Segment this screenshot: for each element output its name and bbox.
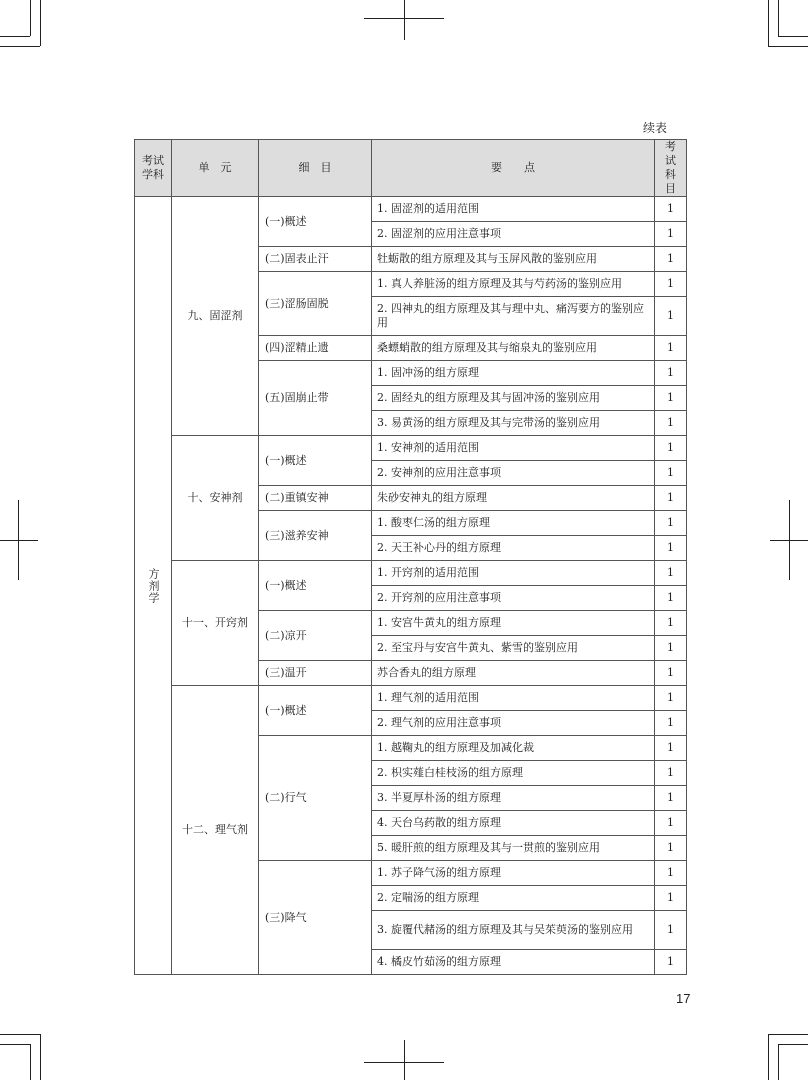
point-cell: 3. 易黄汤的组方原理及其与完带汤的鉴别应用	[372, 411, 655, 436]
detail-cell: (三)温开	[259, 661, 372, 686]
detail-cell: (五)固崩止带	[259, 361, 372, 436]
point-cell: 1. 固涩剂的适用范围	[372, 197, 655, 222]
syllabus-table	[134, 139, 687, 975]
point-cell: 苏合香丸的组方原理	[372, 661, 655, 686]
subject-cell	[135, 197, 172, 975]
score-cell: 1	[655, 461, 687, 486]
detail-cell: (一)概述	[259, 197, 372, 247]
score-cell: 1	[655, 222, 687, 247]
detail-cell: (三)滋养安神	[259, 511, 372, 561]
detail-cell: (一)概述	[259, 561, 372, 611]
detail-cell: (三)降气	[259, 861, 372, 975]
header-points: 要 点	[372, 140, 655, 197]
point-cell: 2. 固经丸的组方原理及其与固冲汤的鉴别应用	[372, 386, 655, 411]
point-cell: 4. 橘皮竹茹汤的组方原理	[372, 950, 655, 975]
registration-mark	[789, 500, 790, 580]
score-cell: 1	[655, 761, 687, 786]
score-cell: 1	[655, 861, 687, 886]
detail-cell: (二)固表止汗	[259, 247, 372, 272]
score-cell: 1	[655, 336, 687, 361]
score-cell: 1	[655, 436, 687, 461]
table-body	[135, 197, 687, 975]
page-number: 17	[676, 991, 691, 1006]
point-cell: 1. 安宫牛黄丸的组方原理	[372, 611, 655, 636]
score-cell: 1	[655, 561, 687, 586]
table-row	[135, 561, 687, 586]
point-cell: 1. 真人养脏汤的组方原理及其与芍药汤的鉴别应用	[372, 272, 655, 297]
crop-mark	[778, 0, 779, 36]
subject-label: 方剂学	[147, 567, 160, 604]
crop-mark	[30, 1044, 31, 1080]
point-cell: 2. 理气剂的应用注意事项	[372, 711, 655, 736]
score-cell: 1	[655, 786, 687, 811]
score-cell: 1	[655, 711, 687, 736]
crop-mark	[40, 0, 41, 46]
score-cell: 1	[655, 511, 687, 536]
crop-mark	[0, 46, 40, 47]
point-cell: 2. 定喘汤的组方原理	[372, 886, 655, 911]
point-cell: 1. 越鞠丸的组方原理及加减化裁	[372, 736, 655, 761]
point-cell: 2. 枳实薤白桂枝汤的组方原理	[372, 761, 655, 786]
score-cell: 1	[655, 536, 687, 561]
score-cell: 1	[655, 361, 687, 386]
detail-cell: (四)涩精止遗	[259, 336, 372, 361]
score-cell: 1	[655, 197, 687, 222]
detail-cell: (二)行气	[259, 736, 372, 861]
detail-cell: (一)概述	[259, 436, 372, 486]
crop-mark	[778, 1044, 779, 1080]
score-cell: 1	[655, 611, 687, 636]
point-cell: 桑螵蛸散的组方原理及其与缩泉丸的鉴别应用	[372, 336, 655, 361]
score-cell: 1	[655, 686, 687, 711]
unit-cell: 十、安神剂	[172, 436, 259, 561]
point-cell: 2. 安神剂的应用注意事项	[372, 461, 655, 486]
crop-mark	[768, 1034, 808, 1035]
crop-mark	[768, 1034, 769, 1080]
score-cell: 1	[655, 636, 687, 661]
table-header-row	[135, 140, 687, 197]
score-cell: 1	[655, 411, 687, 436]
point-cell: 1. 开窍剂的适用范围	[372, 561, 655, 586]
point-cell: 牡蛎散的组方原理及其与玉屏风散的鉴别应用	[372, 247, 655, 272]
unit-cell: 十一、开窍剂	[172, 561, 259, 686]
point-cell: 2. 天王补心丹的组方原理	[372, 536, 655, 561]
point-cell: 3. 旋覆代赭汤的组方原理及其与吴茱萸汤的鉴别应用	[372, 911, 655, 950]
point-cell: 2. 固涩剂的应用注意事项	[372, 222, 655, 247]
crop-mark	[0, 1044, 30, 1045]
score-cell: 1	[655, 486, 687, 511]
registration-mark	[18, 500, 19, 580]
score-cell: 1	[655, 886, 687, 911]
table-row	[135, 686, 687, 711]
score-cell: 1	[655, 272, 687, 297]
point-cell: 2. 四神丸的组方原理及其与理中丸、痛泻要方的鉴别应用	[372, 297, 655, 336]
crop-mark	[0, 36, 30, 37]
detail-cell: (三)涩肠固脱	[259, 272, 372, 336]
header-score: 考试科目	[655, 140, 687, 197]
score-cell: 1	[655, 811, 687, 836]
table-row	[135, 436, 687, 461]
header-detail: 细 目	[259, 140, 372, 197]
detail-cell: (二)重镇安神	[259, 486, 372, 511]
crop-mark	[0, 1034, 40, 1035]
score-cell: 1	[655, 297, 687, 336]
registration-mark	[404, 0, 405, 40]
table-row	[135, 197, 687, 222]
point-cell: 2. 开窍剂的应用注意事项	[372, 586, 655, 611]
crop-mark	[778, 36, 808, 37]
point-cell: 1. 安神剂的适用范围	[372, 436, 655, 461]
continued-label: 续表	[643, 121, 668, 135]
point-cell: 3. 半夏厚朴汤的组方原理	[372, 786, 655, 811]
point-cell: 1. 理气剂的适用范围	[372, 686, 655, 711]
crop-mark	[768, 0, 769, 46]
header-subject: 考试学科	[135, 140, 172, 197]
point-cell: 朱砂安神丸的组方原理	[372, 486, 655, 511]
score-cell: 1	[655, 247, 687, 272]
score-cell: 1	[655, 950, 687, 975]
score-cell: 1	[655, 386, 687, 411]
point-cell: 1. 苏子降气汤的组方原理	[372, 861, 655, 886]
point-cell: 1. 酸枣仁汤的组方原理	[372, 511, 655, 536]
point-cell: 2. 至宝丹与安宫牛黄丸、紫雪的鉴别应用	[372, 636, 655, 661]
point-cell: 5. 暖肝煎的组方原理及其与一贯煎的鉴别应用	[372, 836, 655, 861]
point-cell: 1. 固冲汤的组方原理	[372, 361, 655, 386]
header-unit: 单 元	[172, 140, 259, 197]
point-cell: 4. 天台乌药散的组方原理	[372, 811, 655, 836]
unit-cell: 九、固涩剂	[172, 197, 259, 436]
detail-cell: (二)凉开	[259, 611, 372, 661]
score-cell: 1	[655, 911, 687, 950]
unit-cell: 十二、理气剂	[172, 686, 259, 975]
crop-mark	[40, 1034, 41, 1080]
detail-cell: (一)概述	[259, 686, 372, 736]
score-cell: 1	[655, 586, 687, 611]
crop-mark	[768, 46, 808, 47]
crop-mark	[30, 0, 31, 36]
score-cell: 1	[655, 661, 687, 686]
score-cell: 1	[655, 836, 687, 861]
score-cell: 1	[655, 736, 687, 761]
registration-mark	[0, 540, 38, 541]
crop-mark	[778, 1044, 808, 1045]
registration-mark	[404, 1040, 405, 1080]
